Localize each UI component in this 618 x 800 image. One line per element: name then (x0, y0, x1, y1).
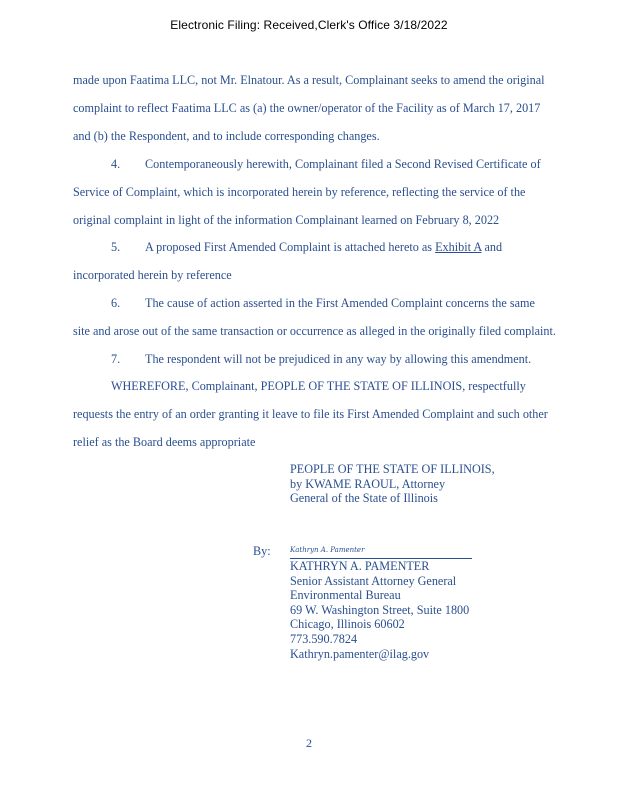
paragraph-4-line-1: Contemporaneously herewith, Complainant filed a Second Revised Certificate of (145, 157, 541, 171)
wherefore-line-3: relief as the Board deems appropriate (73, 435, 256, 449)
body-line-1: made upon Faatima LLC, not Mr. Elnatour. As a result, Complainant seeks to amend the original (73, 73, 545, 87)
wherefore-line-2: requests the entry of an order granting it leave to file its First Amended Complaint and such other (73, 407, 548, 421)
paragraph-4-line-3: original complaint in light of the information Complainant learned on February 8, 2022 (73, 213, 500, 227)
body-line-2: complaint to reflect Faatima LLC as (a) the owner/operator of the Facility as of March 17, 2017 (73, 101, 541, 115)
paragraph-7-line: The respondent will not be prejudiced in any way by allowing this amendment. (145, 352, 532, 366)
party-line-1: PEOPLE OF THE STATE OF ILLINOIS, (290, 462, 495, 476)
signature-line (290, 546, 472, 559)
attorney-block (290, 559, 469, 661)
attorney-name: KATHRYN A. PAMENTER (290, 559, 430, 573)
paragraph-5-text-pre: A proposed First Amended Complaint is attached hereto as (145, 240, 436, 254)
attorney-title: Senior Assistant Attorney General (290, 573, 457, 588)
exhibit-a-link[interactable]: Exhibit A (435, 240, 482, 254)
party-block (290, 462, 495, 506)
attorney-address-2: Chicago, Illinois 60602 (290, 617, 405, 632)
by-label: By: (253, 544, 271, 558)
party-line-2: by KWAME RAOUL, Attorney (290, 476, 446, 491)
paragraph-5-line-1 (145, 240, 502, 255)
paragraph-6-line-2: site and arose out of the same transaction or occurrence as alleged in the originally filed complaint. (73, 324, 556, 338)
attorney-email[interactable]: Kathryn.pamenter@ilag.gov (290, 646, 430, 661)
attorney-bureau: Environmental Bureau (290, 588, 401, 603)
paragraph-4-number: 4. (111, 157, 121, 171)
party-line-3: General of the State of Illinois (290, 491, 438, 506)
electronic-filing-header: Electronic Filing: Received,Clerk's Office 3/18/2022 (170, 18, 448, 32)
body-line-3: and (b) the Respondent, and to include corresponding changes. (73, 129, 380, 143)
paragraph-5-number: 5. (111, 240, 121, 254)
attorney-address-1: 69 W. Washington Street, Suite 1800 (290, 602, 470, 617)
paragraph-4-line-2: Service of Complaint, which is incorporated herein by reference, reflecting the service of the (73, 185, 526, 199)
signature-handwriting: Kathryn A. Pamenter (290, 546, 365, 554)
wherefore-line-1: WHEREFORE, Complainant, PEOPLE OF THE STATE OF ILLINOIS, respectfully (111, 379, 526, 393)
paragraph-5-text-post: and (481, 240, 503, 254)
paragraph-7-number: 7. (111, 352, 121, 366)
page-number: 2 (306, 736, 312, 750)
paragraph-5-line-2: incorporated herein by reference (73, 268, 232, 282)
paragraph-6-line-1: The cause of action asserted in the First Amended Complaint concerns the same (145, 296, 535, 310)
paragraph-6-number: 6. (111, 296, 121, 310)
attorney-phone: 773.590.7824 (290, 631, 358, 646)
